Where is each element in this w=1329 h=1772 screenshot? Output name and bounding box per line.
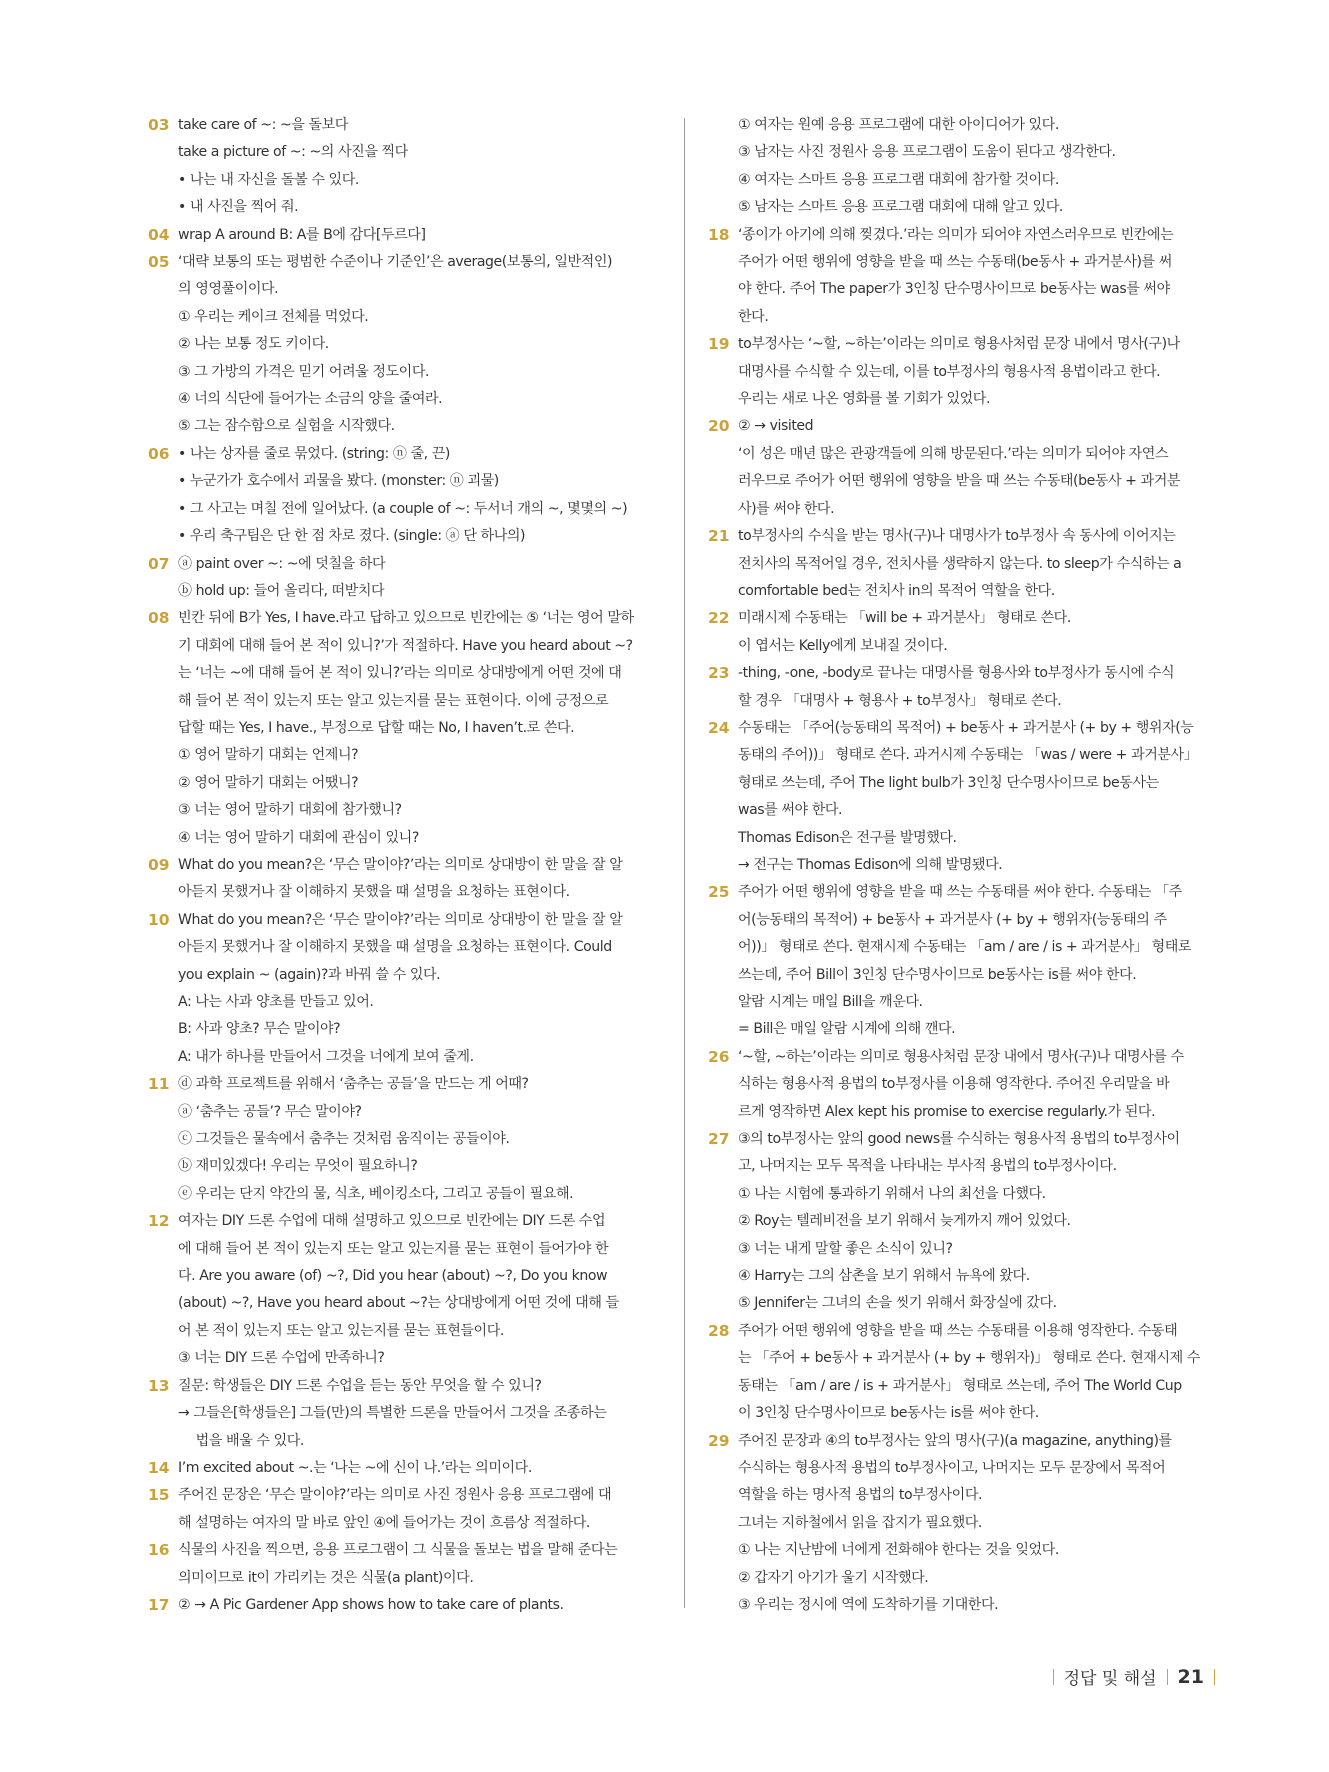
answer-line: 러우므로 주어가 어떤 행위에 영향을 받을 때 쓰는 수동태(be동사 + 과거분 <box>738 473 1181 490</box>
answer-text <box>178 1482 658 1537</box>
question-number: 05 <box>148 253 170 272</box>
answer-line: to부정사의 수식을 받는 명사(구)나 대명사가 to부정사 속 동사에 이어지는 <box>738 528 1176 545</box>
answer-entry <box>148 551 658 606</box>
answer-line: B: 사과 양초? 무슨 말이야? <box>178 1021 341 1038</box>
question-number: 29 <box>708 1431 730 1450</box>
answer-text <box>738 1318 1223 1428</box>
answer-line: 수동태는 「주어(능동태의 목적어) + be동사 + 과거분사 (+ by + 행위자(능 <box>738 719 1194 736</box>
question-number: 26 <box>708 1047 730 1066</box>
answer-line: you explain ~ (again)?과 바꿔 쓸 수 있다. <box>178 966 441 983</box>
answer-line: 다. Are you aware (of) ~?, Did you hear (about) ~?, Do you know <box>178 1268 608 1285</box>
answer-line: 여자는 DIY 드론 수업에 대해 설명하고 있으므로 빈칸에는 DIY 드론 수업 <box>178 1213 606 1230</box>
answer-line: 주어진 문장과 ④의 to부정사는 앞의 명사(구)(a magazine, anything)를 <box>738 1432 1172 1449</box>
answer-text <box>178 222 658 249</box>
question-number: 11 <box>148 1075 170 1094</box>
answer-line: ③ 너는 DIY 드론 수업에 만족하니? <box>178 1350 385 1367</box>
answer-text <box>178 907 658 1071</box>
answer-entry <box>708 331 1223 413</box>
answer-entry <box>708 1428 1223 1620</box>
answer-line: A: 내가 하나를 만들어서 그것을 너에게 보여 줄게. <box>178 1048 474 1065</box>
answer-line: ② 영어 말하기 대회는 어땠니? <box>178 774 359 791</box>
answer-text <box>178 1071 658 1208</box>
answer-entry <box>148 1071 658 1208</box>
question-number: 20 <box>708 417 730 436</box>
answer-entry <box>708 660 1223 715</box>
answer-line: ⑤ 그는 잠수함으로 실험을 시작했다. <box>178 418 395 435</box>
answer-entry <box>708 222 1223 332</box>
answer-line: ④ 너는 영어 말하기 대회에 관심이 있니? <box>178 829 419 846</box>
question-number: 08 <box>148 609 170 628</box>
answer-line: 의미이므로 it이 가리키는 것은 식물(a plant)이다. <box>178 1569 474 1586</box>
question-number: 03 <box>148 116 170 134</box>
answer-line: ③ 너는 영어 말하기 대회에 참가했니? <box>178 802 402 819</box>
answer-text <box>178 112 658 222</box>
question-number: 19 <box>708 335 730 354</box>
answer-line: ⓐ ‘춤추는 공들’? 무슨 말이야? <box>178 1103 362 1120</box>
answer-text <box>738 660 1223 715</box>
answer-line: 주어진 문장은 ‘무슨 말이야?’라는 의미로 사진 정원사 응용 프로그램에 대 <box>178 1487 612 1504</box>
answer-line: ⓒ 그것들은 물속에서 춤추는 것처럼 움직이는 공들이야. <box>178 1131 510 1148</box>
answer-line: ① 영어 말하기 대회는 언제니? <box>178 747 359 764</box>
answer-line: 알람 시계는 매일 Bill을 깨운다. <box>738 994 923 1010</box>
answer-line: 법을 배울 수 있다. <box>178 1432 304 1449</box>
question-number: 04 <box>148 225 170 244</box>
answer-line: 동태는 「am / are / is + 과거분사」 형태로 쓰는데, 주어 The World Cup <box>738 1377 1182 1394</box>
answer-text <box>178 605 658 852</box>
answer-line: ③ 너는 내게 말할 좋은 소식이 있니? <box>738 1240 953 1257</box>
question-number: 07 <box>148 554 170 573</box>
page-footer <box>1043 1664 1225 1689</box>
question-number: 06 <box>148 444 170 463</box>
answer-line: take a picture of ~: ~의 사진을 찍다 <box>178 144 408 161</box>
answer-entry <box>148 1592 658 1619</box>
answer-line: 는 「주어 + be동사 + 과거분사 (+ by + 행위자)」 형태로 쓴다. 현재시제 수 <box>738 1350 1200 1367</box>
answer-line: ⓑ 재미있겠다! 우리는 무엇이 필요하니? <box>178 1158 418 1175</box>
answer-line: to부정사는 ‘~할, ~하는’이라는 의미로 형용사처럼 문장 내에서 명사(구)나 <box>738 336 1180 353</box>
answer-line: → 그들은[학생들은] 그들(만)의 특별한 드론을 만들어서 그것을 조종하는 <box>178 1405 607 1422</box>
answer-line: 형태로 쓰는데, 주어 The light bulb가 3인칭 단수명사이므로 be동사는 <box>738 774 1159 791</box>
answer-line: ⓑ hold up: 들어 올리다, 떠받치다 <box>178 582 385 599</box>
answer-line: ‘~할, ~하는’이라는 의미로 형용사처럼 문장 내에서 명사(구)나 대명사를 수 <box>738 1048 1184 1065</box>
answer-line: 고, 나머지는 모두 목적을 나타내는 부사적 용법의 to부정사이다. <box>738 1158 1117 1175</box>
answer-line: ② 갑자기 아기가 울기 시작했다. <box>738 1569 929 1586</box>
answer-entry <box>148 222 658 249</box>
answer-line: ① 여자는 원예 응용 프로그램에 대한 아이디어가 있다. <box>738 117 1059 133</box>
answer-line: What do you mean?은 ‘무슨 말이야?’라는 의미로 상대방이 한 말을 잘 알 <box>178 911 623 928</box>
answer-text <box>178 249 658 441</box>
answer-line: • 그 사고는 며칠 전에 일어났다. (a couple of ~: 두서너 개의 ~, 몇몇의 ~) <box>178 500 628 517</box>
answer-entry <box>708 1318 1223 1428</box>
question-number: 17 <box>148 1595 170 1614</box>
answer-line: ⑤ Jennifer는 그녀의 손을 씻기 위해서 화장실에 갔다. <box>738 1295 1057 1312</box>
answer-line: take care of ~: ~을 돌보다 <box>178 117 348 133</box>
answer-line: 기 대회에 대해 들어 본 적이 있니?’가 적절하다. Have you heard about ~? <box>178 637 633 654</box>
answer-line: 이 엽서는 Kelly에게 보내질 것이다. <box>738 637 948 654</box>
answer-line: 식하는 형용사적 용법의 to부정사를 이용해 영작한다. 주어진 우리말을 바 <box>738 1076 1170 1093</box>
answer-line: ⓓ 과학 프로젝트를 위해서 ‘춤추는 공들’을 만드는 게 어때? <box>178 1076 529 1093</box>
answer-line: wrap A around B: A를 B에 감다[두르다] <box>178 226 426 243</box>
answer-line: • 누군가가 호수에서 괴물을 봤다. (monster: ⓝ 괴물) <box>178 473 499 490</box>
question-number: 18 <box>708 225 730 244</box>
footer-label: 정답 및 해설 <box>1063 1669 1157 1689</box>
answer-text <box>738 879 1223 1043</box>
answer-line: 미래시제 수동태는 「will be + 과거분사」 형태로 쓴다. <box>738 610 1071 627</box>
question-number: 27 <box>708 1130 730 1149</box>
answer-entry <box>148 605 658 852</box>
question-number: 12 <box>148 1212 170 1231</box>
answer-line: 주어가 어떤 행위에 영향을 받을 때 쓰는 수동태를 써야 한다. 수동태는 「주 <box>738 884 1182 901</box>
question-number: 21 <box>708 527 730 546</box>
answer-line: ④ Harry는 그의 삼촌을 보기 위해서 뉴욕에 왔다. <box>738 1268 1030 1285</box>
answer-text <box>738 1044 1223 1126</box>
answer-text <box>178 1373 658 1455</box>
answer-line: 는 ‘너는 ~에 대해 들어 본 적이 있니?’라는 의미로 상대방에게 어떤 것에 대 <box>178 665 622 682</box>
answer-entry <box>708 523 1223 605</box>
answer-text <box>738 605 1223 660</box>
answer-entry <box>148 441 658 551</box>
answer-line: ① 우리는 케이크 전체를 먹었다. <box>178 308 369 325</box>
answer-line: Thomas Edison은 전구를 발명했다. <box>738 829 957 846</box>
answer-entry <box>148 112 658 222</box>
answer-line: ① 나는 지난밤에 너에게 전화해야 한다는 것을 잊었다. <box>738 1542 1059 1559</box>
answer-line: -thing, -one, -body로 끝나는 대명사를 형용사와 to부정사가 동시에 수식 <box>738 665 1175 682</box>
answer-line: • 나는 내 자신을 돌볼 수 있다. <box>178 171 359 188</box>
answer-line: 르게 영작하면 Alex kept his promise to exercise regularly.가 된다. <box>738 1103 1156 1120</box>
answer-line: 의 영영풀이이다. <box>178 281 279 298</box>
answer-line: ‘대략 보통의 또는 평범한 수준이나 기준인’은 average(보통의, 일반적인) <box>178 254 613 271</box>
answer-line: ② → A Pic Gardener App shows how to take care of plants. <box>178 1596 564 1613</box>
answer-text <box>738 112 1223 222</box>
column-divider <box>684 118 685 1608</box>
answer-line: ② 나는 보통 정도 키이다. <box>178 336 329 353</box>
answer-line: 주어가 어떤 행위에 영향을 받을 때 쓰는 수동태를 이용해 영작한다. 수동태 <box>738 1322 1178 1339</box>
question-number: 15 <box>148 1486 170 1505</box>
answer-text <box>178 1455 658 1482</box>
answer-line: ④ 여자는 스마트 응용 프로그램 대회에 참가할 것이다. <box>738 171 1059 188</box>
answer-line: = Bill은 매일 알람 시계에 의해 깬다. <box>738 1021 956 1038</box>
question-number: 28 <box>708 1321 730 1340</box>
answer-line: 수식하는 형용사적 용법의 to부정사이고, 나머지는 모두 문장에서 목적어 <box>738 1459 1166 1476</box>
answer-entry <box>148 1482 658 1537</box>
answer-line: ‘종이가 아기에 의해 찢겼다.’라는 의미가 되어야 자연스러우므로 빈칸에는 <box>738 226 1174 243</box>
answer-line: 해 설명하는 여자의 말 바로 앞인 ④에 들어가는 것이 흐름상 적절하다. <box>178 1514 590 1531</box>
answer-line: 아듣지 못했거나 잘 이해하지 못했을 때 설명을 요청하는 표현이다. <box>178 884 570 901</box>
answer-entry <box>148 1208 658 1372</box>
answer-line: 질문: 학생들은 DIY 드론 수업을 듣는 동안 무엇을 할 수 있니? <box>178 1377 542 1394</box>
answer-text <box>738 222 1223 332</box>
answer-line: ⓔ 우리는 단지 약간의 물, 식초, 베이킹소다, 그리고 공들이 필요해. <box>178 1185 574 1202</box>
answer-line: • 우리 축구팀은 단 한 점 차로 졌다. (single: ⓐ 단 하나의) <box>178 528 526 545</box>
answer-line: 한다. <box>738 308 769 325</box>
answer-line: 주어가 어떤 행위에 영향을 받을 때 쓰는 수동태(be동사 + 과거분사)를 써 <box>738 254 1172 271</box>
answer-entry <box>708 1126 1223 1318</box>
answer-line: 이 3인칭 단수명사이므로 be동사는 is를 써야 한다. <box>738 1405 1039 1422</box>
answer-entry <box>148 249 658 441</box>
footer-divider <box>1053 1669 1054 1685</box>
answer-entry <box>708 112 1223 222</box>
answer-text <box>738 1428 1223 1620</box>
answer-line: ⓐ paint over ~: ~에 덧칠을 하다 <box>178 555 386 572</box>
answer-text <box>178 1592 658 1619</box>
answer-line: 역할을 하는 명사적 용법의 to부정사이다. <box>738 1487 983 1504</box>
answer-line: 어 본 적이 있는지 또는 알고 있는지를 묻는 표현들이다. <box>178 1322 504 1339</box>
answer-line: 어))」 형태로 쓴다. 현재시제 수동태는 「am / are / is + 과거분사」 형태로 <box>738 939 1192 956</box>
answer-entry <box>708 879 1223 1043</box>
answer-line: 동태의 주어))」 형태로 쓴다. 과거시제 수동태는 「was / were + 과거분사」 <box>738 747 1198 764</box>
answer-line: ③ 남자는 사진 정원사 응용 프로그램이 도움이 된다고 생각한다. <box>738 144 1116 161</box>
question-number: 25 <box>708 883 730 902</box>
answer-line: → 전구는 Thomas Edison에 의해 발명됐다. <box>738 856 1003 873</box>
answer-line: 쓰는데, 주어 Bill이 3인칭 단수명사이므로 be동사는 is를 써야 한다. <box>738 966 1137 983</box>
question-number: 09 <box>148 855 170 874</box>
page-number: 21 <box>1177 1665 1204 1688</box>
answer-entry <box>148 1537 658 1592</box>
answer-line: 야 한다. 주어 The paper가 3인칭 단수명사이므로 be동사는 was를 써야 <box>738 281 1170 298</box>
answer-line: 그녀는 지하철에서 읽을 잡지가 필요했다. <box>738 1514 982 1531</box>
question-number: 23 <box>708 664 730 683</box>
answer-text <box>178 441 658 551</box>
answer-text <box>738 715 1223 879</box>
answer-line: 빈칸 뒤에 B가 Yes, I have.라고 답하고 있으므로 빈칸에는 ⑤ ‘너는 영어 말하 <box>178 610 634 627</box>
answer-line: ⑤ 남자는 스마트 응용 프로그램 대회에 대해 알고 있다. <box>738 199 1063 216</box>
answer-line: 답할 때는 Yes, I have., 부정으로 답할 때는 No, I haven’t.로 쓴다. <box>178 719 575 736</box>
question-number: 22 <box>708 609 730 628</box>
answer-text <box>738 523 1223 605</box>
answer-line: ‘이 성은 매년 많은 관광객들에 의해 방문된다.’라는 의미가 되어야 자연스 <box>738 445 1169 462</box>
question-number: 16 <box>148 1541 170 1560</box>
footer-divider <box>1167 1669 1168 1685</box>
answer-text <box>178 1537 658 1592</box>
answer-line: was를 써야 한다. <box>738 802 843 819</box>
answer-line: ③ 우리는 정시에 역에 도착하기를 기대한다. <box>738 1596 999 1613</box>
answer-entry <box>148 1455 658 1482</box>
answer-line: 식물의 사진을 찍으면, 응용 프로그램이 그 식물을 돌보는 법을 말해 준다는 <box>178 1542 618 1559</box>
footer-divider <box>1214 1669 1215 1685</box>
answer-entry <box>708 715 1223 879</box>
answer-line: ③ 그 가방의 가격은 믿기 어려울 정도이다. <box>178 363 430 380</box>
answer-line: 할 경우 「대명사 + 형용사 + to부정사」 형태로 쓴다. <box>738 692 1062 709</box>
answer-line: (about) ~?, Have you heard about ~?는 상대방에게 어떤 것에 대해 들 <box>178 1295 619 1312</box>
answer-entry <box>708 413 1223 523</box>
right-column <box>708 112 1223 1619</box>
answer-entry <box>148 1373 658 1455</box>
answer-line: 아듣지 못했거나 잘 이해하지 못했을 때 설명을 요청하는 표현이다. Could <box>178 939 612 956</box>
answer-entry <box>708 605 1223 660</box>
answer-line: 에 대해 들어 본 적이 있는지 또는 알고 있는지를 묻는 표현이 들어가야 한 <box>178 1240 609 1257</box>
answer-line: • 내 사진을 찍어 줘. <box>178 199 299 216</box>
left-column <box>148 112 658 1619</box>
answer-line: ③의 to부정사는 앞의 good news를 수식하는 형용사적 용법의 to부정사이 <box>738 1131 1180 1148</box>
answer-line: 전치사의 목적어일 경우, 전치사를 생략하지 않는다. to sleep가 수식하는 a <box>738 555 1182 572</box>
question-number: 24 <box>708 718 730 737</box>
answer-entry <box>148 907 658 1071</box>
answer-text <box>738 413 1223 523</box>
answer-line: 대명사를 수식할 수 있는데, 이를 to부정사의 형용사적 용법이라고 한다. <box>738 363 1161 380</box>
answer-line: ② Roy는 텔레비전을 보기 위해서 늦게까지 깨어 있었다. <box>738 1213 1071 1230</box>
question-number: 10 <box>148 910 170 929</box>
answer-line: ④ 너의 식단에 들어가는 소금의 양을 줄여라. <box>178 391 443 408</box>
answer-line: I’m excited about ~.는 ‘나는 ~에 신이 나.’라는 의미이다. <box>178 1459 532 1476</box>
answer-text <box>738 331 1223 413</box>
answer-line: 사)를 써야 한다. <box>738 500 835 517</box>
answer-text <box>738 1126 1223 1318</box>
answer-entry <box>708 1044 1223 1126</box>
answer-line: ① 나는 시험에 통과하기 위해서 나의 최선을 다했다. <box>738 1185 1046 1202</box>
answer-line: ② → visited <box>738 418 814 435</box>
question-number: 13 <box>148 1376 170 1395</box>
answer-line: What do you mean?은 ‘무슨 말이야?’라는 의미로 상대방이 한 말을 잘 알 <box>178 856 623 873</box>
answer-entry <box>148 852 658 907</box>
answer-text <box>178 852 658 907</box>
answer-line: 어(능동태의 목적어) + be동사 + 과거분사 (+ by + 행위자(능동태의 주 <box>738 911 1167 928</box>
answer-line: comfortable bed는 전치사 in의 목적어 역할을 한다. <box>738 582 1055 599</box>
answer-line: 해 들어 본 적이 있는지 또는 알고 있는지를 묻는 표현이다. 이에 긍정으로 <box>178 692 609 709</box>
answer-text <box>178 551 658 606</box>
answer-line: 우리는 새로 나온 영화를 볼 기회가 있었다. <box>738 391 991 408</box>
answer-text <box>178 1208 658 1372</box>
answer-line: • 나는 상자를 줄로 묶었다. (string: ⓝ 줄, 끈) <box>178 445 450 462</box>
answer-line: A: 나는 사과 양초를 만들고 있어. <box>178 994 374 1010</box>
question-number: 14 <box>148 1458 170 1477</box>
